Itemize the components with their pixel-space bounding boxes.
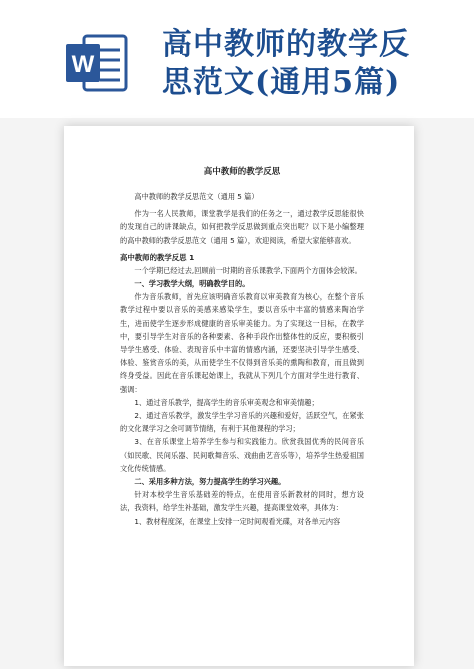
paragraph: 一个学期已经过去,回顾前一时期的音乐课教学,下面两个方面体会较深。 bbox=[134, 265, 362, 275]
point-heading: 一、学习教学大纲，明确教学目的。 bbox=[134, 279, 250, 289]
list-item: 1、通过音乐教学，提高学生的音乐审美观念和审美情趣； bbox=[134, 397, 319, 407]
document-title: 高中教师的教学反思 bbox=[203, 167, 281, 177]
page-title-line2: 思范文(通用5篇) bbox=[162, 65, 401, 100]
point-heading: 二、采用多种方法，努力提高学生的学习兴趣。 bbox=[134, 477, 286, 487]
section-heading: 高中教师的教学反思 1 bbox=[120, 252, 195, 262]
word-icon-letter: W bbox=[71, 51, 95, 78]
list-item: 3、在音乐课堂上培养学生参与和实践能力。欣赏我国优秀的民间音乐（如民歌、民间乐器、民间歌舞音乐、戏曲曲艺音乐等），培养学生热爱祖国文化传统情感。 bbox=[120, 437, 364, 473]
list-item: 1、教材程度深，在课堂上安排一定时间观看光碟，对各单元内容 bbox=[134, 516, 341, 526]
document-subtitle: 高中教师的教学反思范文（通用 5 篇） bbox=[134, 192, 259, 201]
intro-paragraph: 作为一名人民教师，课堂教学是我们的任务之一，通过教学反思能很快的发现自己的讲课缺点，如何把教学反思做到重点突出呢？以下是小编整理的高中教师的教学反思范文（通用 5 篇），欢迎阅读，希望大家能够喜欢。 bbox=[120, 209, 364, 245]
page-header bbox=[0, 0, 474, 118]
list-item: 2、通过音乐教学，激发学生学习音乐的兴趣和爱好，活跃空气，在紧张的文化课学习之余可调节情绪，有利于其他课程的学习； bbox=[120, 411, 364, 434]
page-title bbox=[162, 26, 462, 102]
document-page bbox=[64, 126, 414, 666]
paragraph: 针对本校学生音乐基础差的特点，在使用音乐新教材的同时，想方设法，我资料，给学生补基础，激发学生兴趣，提高课堂效率，具体为： bbox=[120, 490, 364, 513]
document-body bbox=[120, 166, 364, 528]
page-title-line1: 高中教师的教学反 bbox=[162, 27, 410, 62]
paragraph: 作为音乐教师，首先应该明确音乐教育以审美教育为核心，在整个音乐教学过程中要以音乐的美感来感染学生，要以音乐中丰富的情感来陶冶学生，进而使学生逐步形成健康的音乐审美能力。为了实现这一目标，在教学中，要引导学生对音乐的各种要素、各种手段作出整体性的反应，要积极引导学生感受、体验、表现音乐中丰富的情感内涵，还要坚决引导学生感受、体验、鉴赏音乐的美，从而使学生不仅得到音乐美的熏陶和教育，而且做到终身受益。因此在音乐课起始课上，我就从下列几个方面对学生进行教育、强调： bbox=[120, 292, 364, 394]
word-document-icon bbox=[64, 32, 130, 94]
